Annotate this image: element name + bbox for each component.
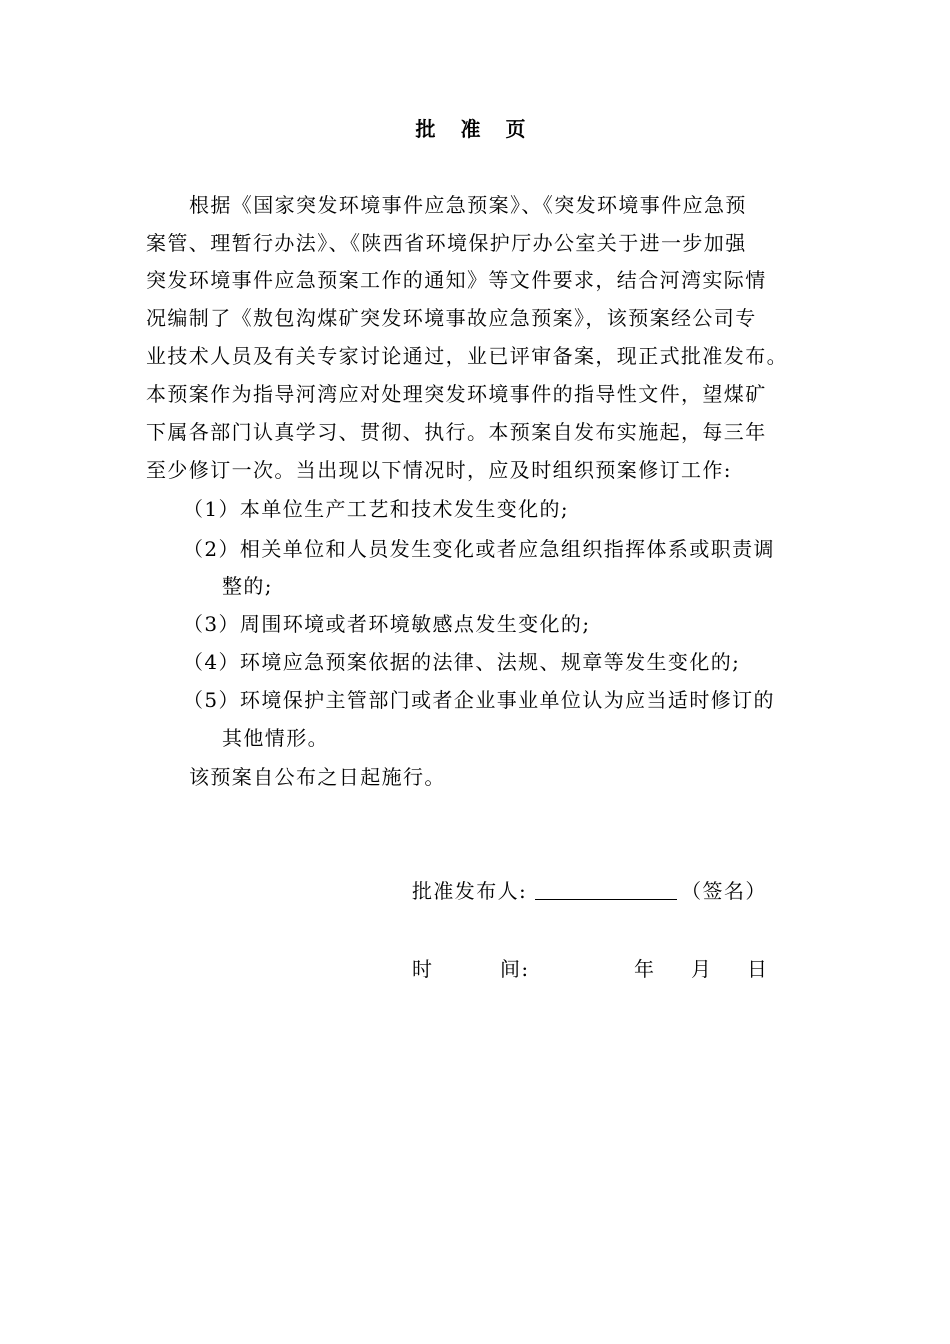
time-row (0, 954, 950, 984)
paragraph-line: 况编制了《敖包沟煤矿突发环境事故应急预案》，该预案经公司专 (146, 306, 757, 330)
paragraph-line: 业技术人员及有关专家讨论通过，业已评审备案，现正式批准发布。 (146, 344, 788, 368)
closing-statement: 该预案自公布之日起施行。 (189, 765, 446, 789)
list-item-5-continuation: 其他情形。 (222, 726, 329, 750)
day-label: 日 (747, 957, 769, 981)
paragraph-line: 下属各部门认真学习、贯彻、执行。本预案自发布实施起，每三年 (146, 420, 767, 444)
list-item-2: （2）相关单位和人员发生变化或者应急组织指挥体系或职责调 (183, 537, 775, 561)
list-item-2-continuation: 整的; (222, 574, 273, 598)
signature-label: 批准发布人: (412, 879, 528, 903)
signature-note: （签名） (681, 879, 767, 903)
year-label: 年 (634, 957, 656, 981)
list-item-1: （1）本单位生产工艺和技术发生变化的; (183, 497, 570, 521)
list-item-5: （5）环境保护主管部门或者企业事业单位认为应当适时修订的 (183, 688, 775, 712)
time-label-first: 时 (412, 957, 434, 981)
paragraph-line: 案管、理暂行办法》、《陕西省环境保护厅办公室关于进一步加强 (146, 231, 747, 255)
list-item-4: （4）环境应急预案依据的法律、法规、规章等发生变化的; (183, 650, 741, 674)
signature-row (412, 876, 767, 906)
time-label-second: 间: (500, 957, 530, 981)
signature-blank-line (535, 879, 677, 900)
paragraph-line: 根据《国家突发环境事件应急预案》、《突发环境事件应急预 (189, 193, 747, 217)
paragraph-line: 本预案作为指导河湾应对处理突发环境事件的指导性文件，望煤矿 (146, 382, 767, 406)
paragraph-line: 至少修订一次。当出现以下情况时，应及时组织预案修订工作: (146, 458, 732, 482)
paragraph-line: 突发环境事件应急预案工作的通知》等文件要求，结合河湾实际情 (146, 268, 767, 292)
page-title: 批 准 页 (415, 117, 535, 141)
list-item-3: （3）周围环境或者环境敏感点发生变化的; (183, 612, 591, 636)
month-label: 月 (691, 957, 713, 981)
